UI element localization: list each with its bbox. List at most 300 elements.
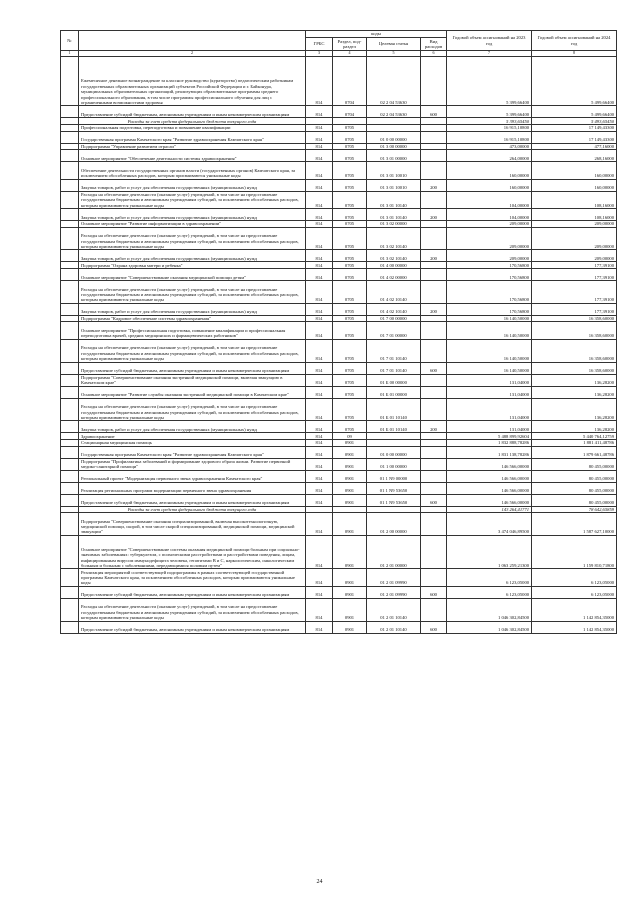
row-target-cell: 01 3 01 10010	[367, 179, 421, 191]
row-num-cell	[61, 227, 79, 250]
row-2023-cell: 1 046 302,84500	[447, 598, 532, 621]
row-grbs-cell: 814	[306, 124, 333, 131]
row-section-cell: 0705	[333, 374, 367, 386]
row-exptype-cell	[421, 433, 447, 440]
table-row	[61, 535, 617, 569]
row-section-cell: 0705	[333, 315, 367, 322]
row-2024-cell: 1 879 661,48786	[532, 446, 617, 458]
row-2023-cell: 131,04000	[447, 398, 532, 421]
row-num-cell	[61, 374, 79, 386]
row-grbs-cell: 814	[306, 262, 333, 269]
row-num-cell	[61, 421, 79, 433]
row-2023-cell: 170,56800	[447, 280, 532, 303]
row-name-cell: Расходы на обеспечение деятельности (оказание услуг) учреждений, в том числе на предоставление государственным бюджетным и автономным учреждениям субсидий, за исключением обособленных расходов, которым присваиваются уникальные коды	[79, 227, 306, 250]
column-index-cell: 2	[79, 51, 306, 57]
row-name-cell: Основное мероприятие "Совершенствование оказания медицинской помощи детям"	[79, 268, 306, 280]
row-grbs-cell: 814	[306, 569, 333, 586]
row-target-cell: 01 2 00 00000	[367, 513, 421, 536]
row-grbs-cell: 814	[306, 586, 333, 598]
row-name-cell: Расходы на обеспечение деятельности (оказание услуг) учреждений, в том числе на предоставление государственным бюджетным и автономным учреждениям субсидий, за исключением обособленных расходов, которым присваиваются уникальные коды	[79, 191, 306, 208]
row-2024-cell: 209,00000	[532, 227, 617, 250]
row-num-cell	[61, 439, 79, 446]
row-section-cell: 0705	[333, 250, 367, 262]
row-2024-cell: 5 493,65450	[532, 118, 617, 125]
row-grbs-cell: 814	[306, 421, 333, 433]
row-grbs-cell: 814	[306, 250, 333, 262]
table-row	[61, 482, 617, 494]
row-grbs-cell: 814	[306, 439, 333, 446]
row-section-cell: 0901	[333, 494, 367, 506]
row-2024-cell: 6 123,05000	[532, 586, 617, 598]
row-section-cell: 0705	[333, 150, 367, 162]
row-2023-cell: 170,56800	[447, 262, 532, 269]
table-row	[61, 439, 617, 446]
row-name-cell: Закупка товаров, работ и услуг для обеспечения государственных (муниципальных) нужд	[79, 208, 306, 220]
row-section-cell: 09	[333, 433, 367, 440]
row-num-cell	[61, 250, 79, 262]
row-2023-cell: 16 915,10800	[447, 131, 532, 143]
col-name-header	[79, 31, 306, 51]
column-index-cell: 8	[532, 51, 617, 57]
row-num-cell	[61, 322, 79, 339]
row-exptype-cell	[421, 143, 447, 150]
table-row	[61, 143, 617, 150]
row-2023-cell: 5 393,65450	[447, 118, 532, 125]
row-name-cell: Ежемесячное денежное вознаграждение за классное руководство (кураторство) педагогическим работникам государственных образовательных организаций субъектов Российской Федерации и г. Байконура, муниципальных образовательных организаций, реализующих образовательные программы среднего профессионального образования, в том числе программы профессионального обучения для лиц с ограниченными возможностями здоровья	[79, 56, 306, 106]
row-name-cell: Реализация мероприятий соответствующей подпрограммы в рамках соответствующей государственной программы Камчатского края, за исключением обособленных расходов, которым присваиваются уникальные коды	[79, 569, 306, 586]
row-grbs-cell: 814	[306, 598, 333, 621]
row-2024-cell: 1 142 854,35000	[532, 598, 617, 621]
row-section-cell	[333, 506, 367, 513]
row-num-cell	[61, 220, 79, 227]
row-grbs-cell: 814	[306, 143, 333, 150]
row-grbs-cell: 814	[306, 106, 333, 118]
row-2023-cell: 160,00000	[447, 179, 532, 191]
row-name-cell: Региональный проект "Модернизация первичного звена здравоохранения Камчатского края"	[79, 470, 306, 482]
row-2024-cell: 17 149,43300	[532, 131, 617, 143]
page-number: 24	[316, 879, 323, 885]
row-grbs-cell: 814	[306, 446, 333, 458]
row-exptype-cell: 600	[421, 494, 447, 506]
col-grbs-header: ГРБС	[306, 38, 333, 51]
row-exptype-cell	[421, 513, 447, 536]
row-grbs-cell	[306, 506, 333, 513]
row-section-cell: 0705	[333, 362, 367, 374]
row-2024-cell: 477,16000	[532, 143, 617, 150]
row-num-cell	[61, 118, 79, 125]
row-name-cell: Расходы за счет средств федерального бюджета текущего года	[79, 118, 306, 125]
row-num-cell	[61, 315, 79, 322]
row-2023-cell: 104,00000	[447, 208, 532, 220]
col-exptype-header: Вид расходов	[421, 38, 447, 51]
row-2024-cell: 268,16000	[532, 150, 617, 162]
row-2023-cell: 146 566,00000	[447, 482, 532, 494]
row-target-cell: 01 0 00 00000	[367, 446, 421, 458]
row-target-cell: 01 3 01 10010	[367, 162, 421, 179]
row-num-cell	[61, 433, 79, 440]
row-section-cell: 0901	[333, 513, 367, 536]
row-exptype-cell	[421, 339, 447, 362]
row-2024-cell: 108,16000	[532, 208, 617, 220]
row-grbs-cell: 814	[306, 162, 333, 179]
row-section-cell: 0705	[333, 208, 367, 220]
row-exptype-cell: 600	[421, 586, 447, 598]
row-exptype-cell: 200	[421, 303, 447, 315]
row-name-cell: Расходы на обеспечение деятельности (оказание услуг) учреждений, в том числе на предоставление государственным бюджетным и автономным учреждениям субсидий, за исключением обособленных расходов, которым присваиваются уникальные коды	[79, 280, 306, 303]
row-section-cell: 0901	[333, 621, 367, 633]
row-target-cell: 01 1 00 00000	[367, 458, 421, 470]
column-index-cell: 4	[333, 51, 367, 57]
row-target-cell: 02 2 04 53630	[367, 56, 421, 106]
table-row	[61, 315, 617, 322]
row-2024-cell: 80 455,00000	[532, 470, 617, 482]
row-2023-cell: 146 566,00000	[447, 458, 532, 470]
row-name-cell: Подпрограмма "Охрана здоровья матери и ребенка"	[79, 262, 306, 269]
row-target-cell: 01 7 01 00000	[367, 322, 421, 339]
row-2024-cell: 1 142 854,35000	[532, 621, 617, 633]
row-target-cell: 01 3 01 10140	[367, 191, 421, 208]
row-grbs-cell: 814	[306, 220, 333, 227]
row-name-cell: Подпрограмма "Совершенствование оказания экстренной медицинской помощи, включая эвакуацию в Камчатском крае"	[79, 374, 306, 386]
row-target-cell: 01 2 01 10140	[367, 598, 421, 621]
row-section-cell: 0901	[333, 482, 367, 494]
table-row	[61, 303, 617, 315]
row-grbs-cell: 814	[306, 131, 333, 143]
row-name-cell: Предоставление субсидий бюджетным, автономным учреждениям и иным некоммерческим организациям	[79, 494, 306, 506]
row-section-cell: 0705	[333, 268, 367, 280]
column-index-cell: 6	[421, 51, 447, 57]
row-2024-cell: 5 499,66400	[532, 56, 617, 106]
row-2023-cell: 16 140,50000	[447, 322, 532, 339]
col-target-header: Целевая статья	[367, 38, 421, 51]
row-grbs-cell: 814	[306, 208, 333, 220]
row-target-cell: 01 4 02 10140	[367, 280, 421, 303]
row-section-cell: 0901	[333, 458, 367, 470]
row-num-cell	[61, 191, 79, 208]
row-section-cell: 0901	[333, 439, 367, 446]
table-row	[61, 124, 617, 131]
row-2023-cell: 16 140,50000	[447, 315, 532, 322]
row-2023-cell: 16 915,10800	[447, 124, 532, 131]
row-2024-cell: 78 642,65859	[532, 506, 617, 513]
row-name-cell: Обеспечение деятельности государственных органов власти (государственных органов) Камчатского края, за исключением обособленных расходов, которым присваиваются уникальные коды	[79, 162, 306, 179]
row-grbs-cell: 814	[306, 322, 333, 339]
row-target-cell: 01 2 01 09990	[367, 569, 421, 586]
row-target-cell: 01 4 02 00000	[367, 268, 421, 280]
row-exptype-cell: 600	[421, 621, 447, 633]
row-grbs-cell: 814	[306, 535, 333, 569]
row-2024-cell: 5 440 764,12759	[532, 433, 617, 440]
table-row	[61, 227, 617, 250]
table-row	[61, 470, 617, 482]
table-row	[61, 513, 617, 536]
row-section-cell: 0705	[333, 386, 367, 398]
row-section-cell: 0705	[333, 179, 367, 191]
row-2023-cell: 1 831 138,78286	[447, 446, 532, 458]
row-2024-cell: 16 358,60000	[532, 322, 617, 339]
row-grbs-cell: 814	[306, 227, 333, 250]
row-2023-cell: 104,00000	[447, 191, 532, 208]
row-2024-cell: 136,28200	[532, 421, 617, 433]
row-target-cell: 01 3 01 00000	[367, 150, 421, 162]
row-section-cell: 0705	[333, 262, 367, 269]
row-grbs-cell: 814	[306, 362, 333, 374]
row-name-cell: Государственная программа Камчатского края "Развитие здравоохранения Камчатского края"	[79, 131, 306, 143]
row-exptype-cell	[421, 458, 447, 470]
row-target-cell: 01 Б 01 00000	[367, 386, 421, 398]
row-2024-cell: 177,39100	[532, 280, 617, 303]
row-name-cell: Расходы на обеспечение деятельности (оказание услуг) учреждений, в том числе на предоставление государственным бюджетным и автономным учреждениям субсидий, за исключением обособленных расходов, которым присваиваются уникальные коды	[79, 398, 306, 421]
table-row	[61, 398, 617, 421]
row-exptype-cell	[421, 569, 447, 586]
row-exptype-cell: 200	[421, 179, 447, 191]
col-2023-header: Годовой объем ассигнований на 2023 год	[447, 31, 532, 51]
row-target-cell: 01 Б 00 00000	[367, 374, 421, 386]
row-num-cell	[61, 179, 79, 191]
row-target-cell: 01 1 N9 00000	[367, 470, 421, 482]
row-target-cell: 01 4 02 10140	[367, 303, 421, 315]
row-section-cell: 0901	[333, 569, 367, 586]
row-target-cell: 01 0 00 00000	[367, 131, 421, 143]
budget-table	[60, 30, 617, 634]
row-section-cell	[333, 118, 367, 125]
row-name-cell: Закупка товаров, работ и услуг для обеспечения государственных (муниципальных) нужд	[79, 303, 306, 315]
col-section-header: Раздел, под-раздел	[333, 38, 367, 51]
row-num-cell	[61, 586, 79, 598]
row-name-cell: Подпрограмма "Совершенствование оказания специализированной, включая высокотехнологичную, медицинской помощи, скорой, в том числе скорой специализированной, медицинской помощи, медицинской эвакуации"	[79, 513, 306, 536]
row-2024-cell: 177,39100	[532, 303, 617, 315]
table-row	[61, 56, 617, 106]
row-exptype-cell	[421, 506, 447, 513]
table-row	[61, 150, 617, 162]
table-row	[61, 250, 617, 262]
row-section-cell: 0705	[333, 191, 367, 208]
row-grbs-cell: 814	[306, 386, 333, 398]
row-num-cell	[61, 569, 79, 586]
row-section-cell: 0901	[333, 470, 367, 482]
row-name-cell: Расходы за счет средств федерального бюджета текущего года	[79, 506, 306, 513]
row-section-cell: 0704	[333, 56, 367, 106]
row-num-cell	[61, 339, 79, 362]
row-2023-cell: 1 046 302,84500	[447, 621, 532, 633]
row-exptype-cell	[421, 315, 447, 322]
row-exptype-cell: 600	[421, 362, 447, 374]
row-name-cell: Предоставление субсидий бюджетным, автономным учреждениям и иным некоммерческим организациям	[79, 106, 306, 118]
row-section-cell: 0705	[333, 303, 367, 315]
col-2024-header: Годовой объем ассигнований на 2024 год	[532, 31, 617, 51]
row-name-cell: Подпрограмма "Управление развитием отрасли"	[79, 143, 306, 150]
row-grbs-cell: 814	[306, 150, 333, 162]
row-2023-cell: 160,00000	[447, 162, 532, 179]
row-name-cell: Государственная программа Камчатского края "Развитие здравоохранения Камчатского края"	[79, 446, 306, 458]
table-row	[61, 421, 617, 433]
row-exptype-cell	[421, 262, 447, 269]
row-2024-cell: 160,00000	[532, 162, 617, 179]
row-2024-cell: 108,16000	[532, 191, 617, 208]
row-2023-cell: 131,04000	[447, 421, 532, 433]
row-2023-cell: 146 566,00000	[447, 494, 532, 506]
row-exptype-cell	[421, 374, 447, 386]
table-row	[61, 162, 617, 179]
row-2023-cell: 1 063 259,21300	[447, 535, 532, 569]
codes-header: коды	[306, 31, 447, 38]
row-num-cell	[61, 446, 79, 458]
table-row	[61, 569, 617, 586]
row-2024-cell: 17 149,43300	[532, 124, 617, 131]
table-row	[61, 131, 617, 143]
row-2023-cell: 16 140,50000	[447, 362, 532, 374]
row-grbs-cell: 814	[306, 433, 333, 440]
row-2024-cell: 1 881 411,48786	[532, 439, 617, 446]
row-2023-cell: 5 399,66400	[447, 106, 532, 118]
row-2023-cell: 5 399,66400	[447, 56, 532, 106]
row-num-cell	[61, 362, 79, 374]
row-2023-cell: 6 123,05000	[447, 569, 532, 586]
row-target-cell: 01 7 00 00000	[367, 315, 421, 322]
row-name-cell: Основное мероприятие "Обеспечение деятельности системы здравоохранения"	[79, 150, 306, 162]
table-row	[61, 506, 617, 513]
row-exptype-cell	[421, 470, 447, 482]
row-num-cell	[61, 513, 79, 536]
row-section-cell: 0705	[333, 280, 367, 303]
row-exptype-cell	[421, 535, 447, 569]
table-row	[61, 386, 617, 398]
row-exptype-cell	[421, 598, 447, 621]
row-name-cell: Закупка товаров, работ и услуг для обеспечения государственных (муниципальных) нужд	[79, 421, 306, 433]
row-grbs-cell: 814	[306, 179, 333, 191]
row-target-cell	[367, 439, 421, 446]
row-num-cell	[61, 621, 79, 633]
row-target-cell: 01 3 02 10140	[367, 227, 421, 250]
row-2023-cell: 170,56800	[447, 303, 532, 315]
row-exptype-cell	[421, 398, 447, 421]
row-2024-cell: 6 123,05000	[532, 569, 617, 586]
row-name-cell: Основное мероприятие "Совершенствование системы оказания медицинской помощи больным при социально-значимых заболеваниях: туберкулезом, с психическими расстройствами и расстройствами поведения, лицам, инфицированным вирусом иммунодефицита человека, гепатитами B и C, наркологическим, онкологическим больным и больным с заболеваниями, передающимися половым путем"	[79, 535, 306, 569]
row-name-cell: Здравоохранение	[79, 433, 306, 440]
row-grbs-cell: 814	[306, 191, 333, 208]
row-2024-cell: 1 587 627,10000	[532, 513, 617, 536]
row-2023-cell: 131,04000	[447, 386, 532, 398]
row-grbs-cell: 814	[306, 513, 333, 536]
row-num-cell	[61, 208, 79, 220]
row-num-cell	[61, 506, 79, 513]
row-section-cell: 0901	[333, 586, 367, 598]
row-num-cell	[61, 303, 79, 315]
row-grbs-cell: 814	[306, 494, 333, 506]
row-name-cell: Предоставление субсидий бюджетным, автономным учреждениям и иным некоммерческим организациям	[79, 362, 306, 374]
row-target-cell: 01 2 01 00000	[367, 535, 421, 569]
row-num-cell	[61, 143, 79, 150]
row-target-cell: 01 3 02 10140	[367, 250, 421, 262]
row-grbs-cell: 814	[306, 470, 333, 482]
row-exptype-cell	[421, 386, 447, 398]
row-grbs-cell: 814	[306, 398, 333, 421]
row-target-cell	[367, 124, 421, 131]
row-2024-cell: 136,28200	[532, 386, 617, 398]
row-grbs-cell: 814	[306, 482, 333, 494]
row-2023-cell: 131,04000	[447, 374, 532, 386]
row-target-cell: 01 1 N9 53650	[367, 482, 421, 494]
row-2023-cell: 146 566,00000	[447, 470, 532, 482]
table-row	[61, 494, 617, 506]
row-section-cell: 0705	[333, 322, 367, 339]
table-row	[61, 220, 617, 227]
row-grbs-cell: 814	[306, 374, 333, 386]
row-name-cell: Закупка товаров, работ и услуг для обеспечения государственных (муниципальных) нужд	[79, 250, 306, 262]
row-2024-cell: 80 455,00000	[532, 494, 617, 506]
row-target-cell: 01 3 00 00000	[367, 143, 421, 150]
row-grbs-cell: 814	[306, 339, 333, 362]
table-row	[61, 262, 617, 269]
row-2023-cell: 1 832 888,78286	[447, 439, 532, 446]
row-exptype-cell	[421, 162, 447, 179]
row-target-cell: 01 4 00 00000	[367, 262, 421, 269]
table-row	[61, 280, 617, 303]
row-2024-cell: 80 455,00000	[532, 482, 617, 494]
row-name-cell: Предоставление субсидий бюджетным, автономным учреждениям и иным некоммерческим организациям	[79, 586, 306, 598]
row-section-cell: 0901	[333, 598, 367, 621]
row-num-cell	[61, 398, 79, 421]
row-name-cell: Реализация региональных программ модернизации первичного звена здравоохранения	[79, 482, 306, 494]
row-section-cell: 0705	[333, 227, 367, 250]
row-target-cell: 01 Б 01 10140	[367, 421, 421, 433]
row-num-cell	[61, 458, 79, 470]
row-num-cell	[61, 280, 79, 303]
row-2024-cell: 16 358,60000	[532, 315, 617, 322]
row-grbs-cell	[306, 118, 333, 125]
row-grbs-cell: 814	[306, 268, 333, 280]
row-exptype-cell	[421, 118, 447, 125]
row-name-cell: Профессиональная подготовка, переподготовка и повышение квалификации	[79, 124, 306, 131]
row-target-cell: 01 7 01 10140	[367, 362, 421, 374]
row-exptype-cell	[421, 322, 447, 339]
row-target-cell	[367, 506, 421, 513]
row-grbs-cell: 814	[306, 280, 333, 303]
row-2024-cell: 177,39100	[532, 262, 617, 269]
row-2023-cell: 209,00000	[447, 227, 532, 250]
table-row	[61, 446, 617, 458]
row-num-cell	[61, 124, 79, 131]
row-section-cell: 0901	[333, 535, 367, 569]
row-num-cell	[61, 598, 79, 621]
row-2024-cell: 16 358,60000	[532, 362, 617, 374]
row-num-cell	[61, 131, 79, 143]
row-2024-cell: 16 358,60000	[532, 339, 617, 362]
row-grbs-cell: 814	[306, 56, 333, 106]
row-exptype-cell	[421, 268, 447, 280]
row-num-cell	[61, 470, 79, 482]
row-2024-cell: 177,39100	[532, 268, 617, 280]
row-2024-cell: 5 499,66400	[532, 106, 617, 118]
row-exptype-cell: 200	[421, 250, 447, 262]
row-2024-cell: 160,00000	[532, 179, 617, 191]
table-row	[61, 362, 617, 374]
column-index-cell: 7	[447, 51, 532, 57]
row-name-cell: Подпрограмма "Кадровое обеспечение системы здравоохранения"	[79, 315, 306, 322]
row-section-cell: 0705	[333, 162, 367, 179]
row-2024-cell: 80 455,00000	[532, 458, 617, 470]
row-section-cell: 0705	[333, 421, 367, 433]
row-target-cell: 01 3 01 10140	[367, 208, 421, 220]
row-exptype-cell	[421, 191, 447, 208]
row-num-cell	[61, 106, 79, 118]
row-section-cell: 0705	[333, 339, 367, 362]
row-2024-cell: 136,28200	[532, 374, 617, 386]
row-name-cell: Основное мероприятие "Профессиональная подготовка, повышение квалификации и профессиональная переподготовка врачей, средних медицинских и фармацевтических работников"	[79, 322, 306, 339]
row-target-cell: 01 2 01 10140	[367, 621, 421, 633]
row-2023-cell: 209,00000	[447, 220, 532, 227]
table-body	[61, 51, 617, 634]
